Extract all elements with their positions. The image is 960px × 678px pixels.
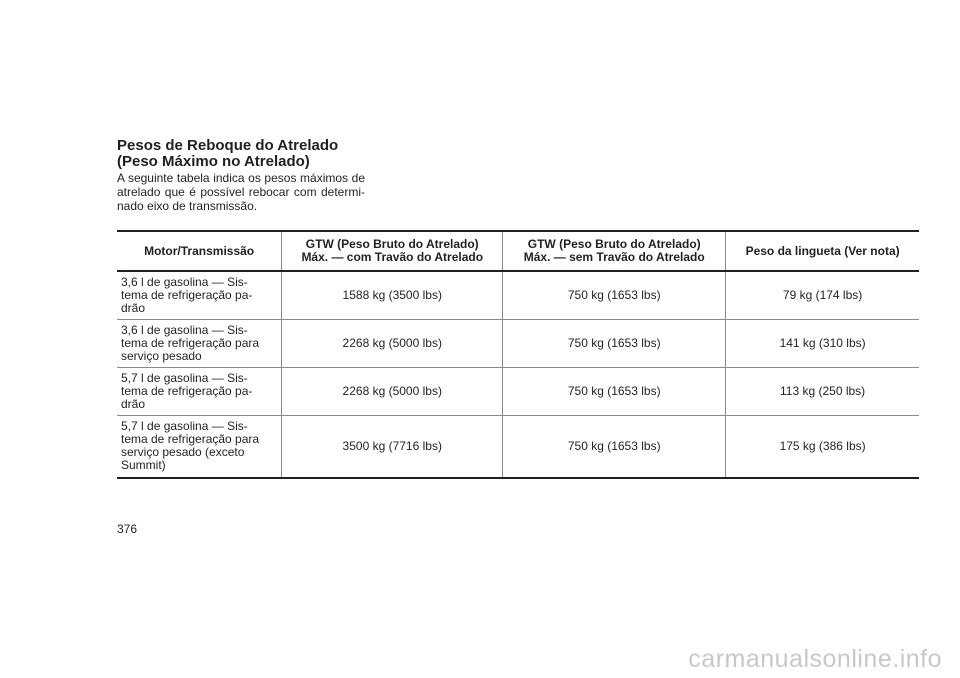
- cell-gtw-without-brake: 750 kg (1653 lbs): [503, 319, 726, 367]
- table-row: [117, 367, 919, 415]
- cell-tongue-weight: 175 kg (386 lbs): [726, 415, 919, 478]
- header-tongue-weight: Peso da lingueta (Ver nota): [726, 231, 919, 271]
- cell-engine: 5,7 l de gasolina — Sis- tema de refrigeração pa- drão: [117, 367, 282, 415]
- cell-engine: 5,7 l de gasolina — Sis- tema de refrigeração para serviço pesado (exceto Summit): [117, 415, 282, 478]
- section-title: [117, 138, 417, 170]
- cell-tongue-weight: 113 kg (250 lbs): [726, 367, 919, 415]
- towing-weights-table: [117, 230, 919, 479]
- table-header-row: [117, 231, 919, 271]
- intro-paragraph: A seguinte tabela indica os pesos máximos de atrelado que é possível rebocar com determi-nado eixo de transmissão.: [117, 171, 365, 213]
- table-row: [117, 319, 919, 367]
- watermark-text: carmanualsonline.info: [688, 645, 942, 673]
- cell-gtw-without-brake: 750 kg (1653 lbs): [503, 271, 726, 319]
- table-row: [117, 271, 919, 319]
- cell-tongue-weight: 141 kg (310 lbs): [726, 319, 919, 367]
- header-gtw-without-brake: GTW (Peso Bruto do Atrelado) Máx. — sem Travão do Atrelado: [503, 231, 726, 271]
- cell-gtw-without-brake: 750 kg (1653 lbs): [503, 367, 726, 415]
- header-engine-transmission: Motor/Transmissão: [117, 231, 282, 271]
- cell-gtw-without-brake: 750 kg (1653 lbs): [503, 415, 726, 478]
- cell-gtw-with-brake: 1588 kg (3500 lbs): [282, 271, 503, 319]
- cell-engine: 3,6 l de gasolina — Sis- tema de refrigeração pa- drão: [117, 271, 282, 319]
- cell-tongue-weight: 79 kg (174 lbs): [726, 271, 919, 319]
- header-gtw-with-brake: GTW (Peso Bruto do Atrelado) Máx. — com Travão do Atrelado: [282, 231, 503, 271]
- section-title-line2: (Peso Máximo no Atrelado): [117, 153, 310, 170]
- cell-gtw-with-brake: 2268 kg (5000 lbs): [282, 319, 503, 367]
- page-number: 376: [117, 522, 138, 536]
- cell-engine: 3,6 l de gasolina — Sis- tema de refrigeração para serviço pesado: [117, 319, 282, 367]
- section-title-line1: Pesos de Reboque do Atrelado: [117, 137, 339, 154]
- table-row: [117, 415, 919, 478]
- cell-gtw-with-brake: 2268 kg (5000 lbs): [282, 367, 503, 415]
- cell-gtw-with-brake: 3500 kg (7716 lbs): [282, 415, 503, 478]
